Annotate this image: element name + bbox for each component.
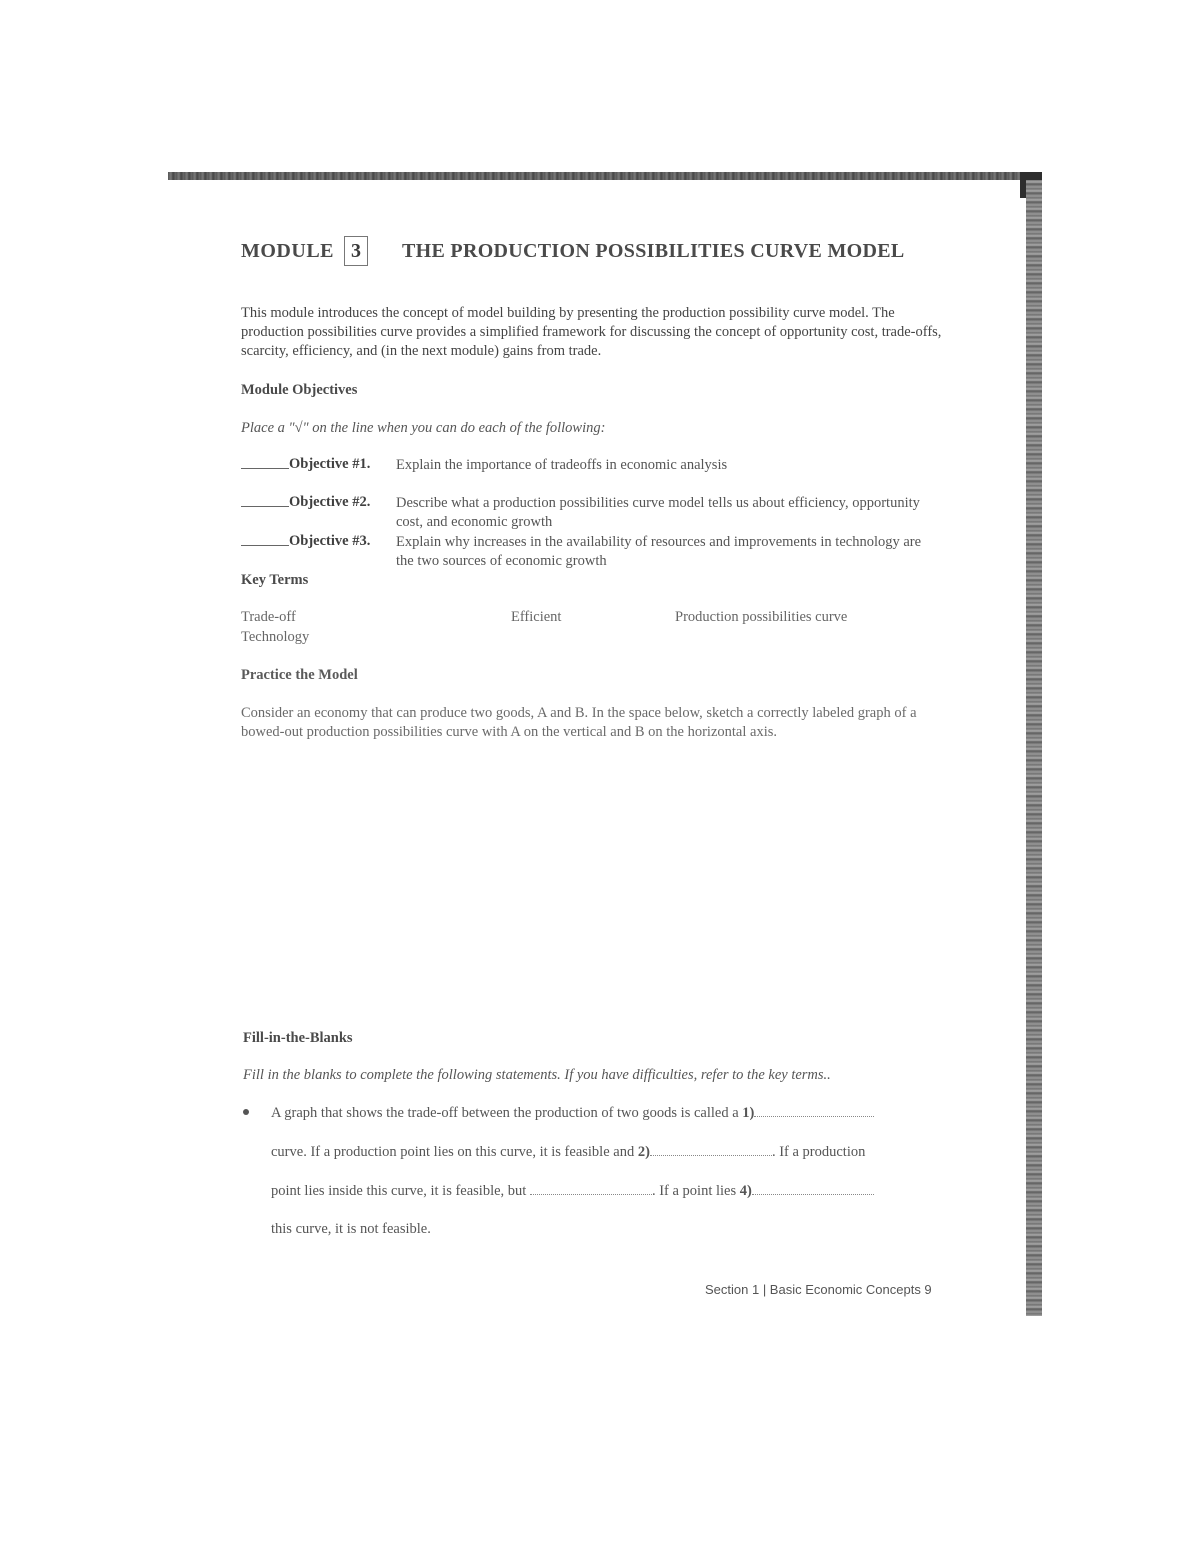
fill-line-3-text-b: . If a point lies bbox=[651, 1183, 737, 1199]
objective-label-1: Objective #1. bbox=[289, 456, 371, 472]
fill-line-2-text-b: . If a production bbox=[771, 1144, 866, 1160]
objective-check-line-2[interactable] bbox=[241, 494, 289, 507]
intro-paragraph: This module introduces the concept of model building by presenting the production possibility curve model. The production possibilities curve provides a simplified framework for discussing the concept of opportunity cost, trade-offs, scarcity, efficiency, and (in the next module) gains from trade. bbox=[241, 305, 942, 359]
fill-in-instruction: Fill in the blanks to complete the following statements. If you have difficulties, refer to the key terms.. bbox=[243, 1067, 831, 1083]
blank-1[interactable] bbox=[754, 1104, 874, 1117]
blank-number-1: 1) bbox=[742, 1105, 755, 1121]
blank-3[interactable] bbox=[530, 1182, 652, 1195]
module-title: THE PRODUCTION POSSIBILITIES CURVE MODEL bbox=[402, 240, 905, 262]
module-label: MODULE bbox=[241, 240, 334, 262]
objective-check-line-3[interactable] bbox=[241, 533, 289, 546]
fill-in-heading: Fill-in-the-Blanks bbox=[243, 1030, 353, 1046]
fill-line-3 bbox=[271, 1182, 874, 1200]
blank-2[interactable] bbox=[650, 1143, 772, 1156]
practice-heading: Practice the Model bbox=[241, 667, 358, 683]
objective-row-2 bbox=[241, 494, 936, 532]
objective-row-1 bbox=[241, 456, 936, 475]
key-term-ppc: Production possibilities curve bbox=[675, 609, 848, 625]
fill-line-4: this curve, it is not feasible. bbox=[271, 1221, 431, 1237]
objective-label-3: Objective #3. bbox=[289, 533, 371, 549]
module-number-box: 3 bbox=[344, 236, 368, 266]
bullet-dot bbox=[243, 1109, 249, 1115]
fill-line-2-text-a: curve. If a production point lies on this curve, it is feasible and bbox=[271, 1144, 635, 1160]
blank-number-2: 2) bbox=[637, 1144, 650, 1160]
objective-text-3: Explain why increases in the availability of resources and improvements in technology are the two sources of economic growth bbox=[396, 534, 922, 569]
fill-line-1 bbox=[271, 1104, 874, 1122]
objectives-heading: Module Objectives bbox=[241, 382, 358, 398]
sketch-area[interactable] bbox=[241, 750, 961, 1010]
objective-row-3 bbox=[241, 533, 936, 571]
page-right-border bbox=[1026, 180, 1042, 1316]
objective-text-2: Describe what a production possibilities curve model tells us about efficiency, opportunity cost, and economic growth bbox=[396, 495, 920, 530]
fill-line-2 bbox=[271, 1143, 865, 1161]
objective-text-1: Explain the importance of tradeoffs in economic analysis bbox=[396, 457, 728, 473]
objective-check-line-1[interactable] bbox=[241, 456, 289, 469]
key-term-efficient: Efficient bbox=[511, 609, 562, 625]
objective-label-2: Objective #2. bbox=[289, 494, 371, 510]
key-term-technology: Technology bbox=[241, 629, 310, 645]
fill-line-3-text-a: point lies inside this curve, it is feasible, but bbox=[271, 1183, 527, 1199]
practice-text: Consider an economy that can produce two goods, A and B. In the space below, sketch a correctly labeled graph of a bowed-out production possibilities curve with A on the vertical and B on the horizontal axis. bbox=[241, 705, 917, 740]
key-term-trade-off: Trade-off bbox=[241, 609, 296, 625]
fill-line-1-text: A graph that shows the trade-off between the production of two goods is called a bbox=[271, 1105, 739, 1121]
blank-number-4: 4) bbox=[739, 1183, 752, 1199]
objectives-instruction: Place a "√" on the line when you can do each of the following: bbox=[241, 420, 606, 436]
page-footer: Section 1 | Basic Economic Concepts 9 bbox=[705, 1282, 932, 1297]
key-terms-heading: Key Terms bbox=[241, 572, 309, 588]
blank-4[interactable] bbox=[752, 1182, 874, 1195]
page-top-border bbox=[168, 172, 1040, 180]
